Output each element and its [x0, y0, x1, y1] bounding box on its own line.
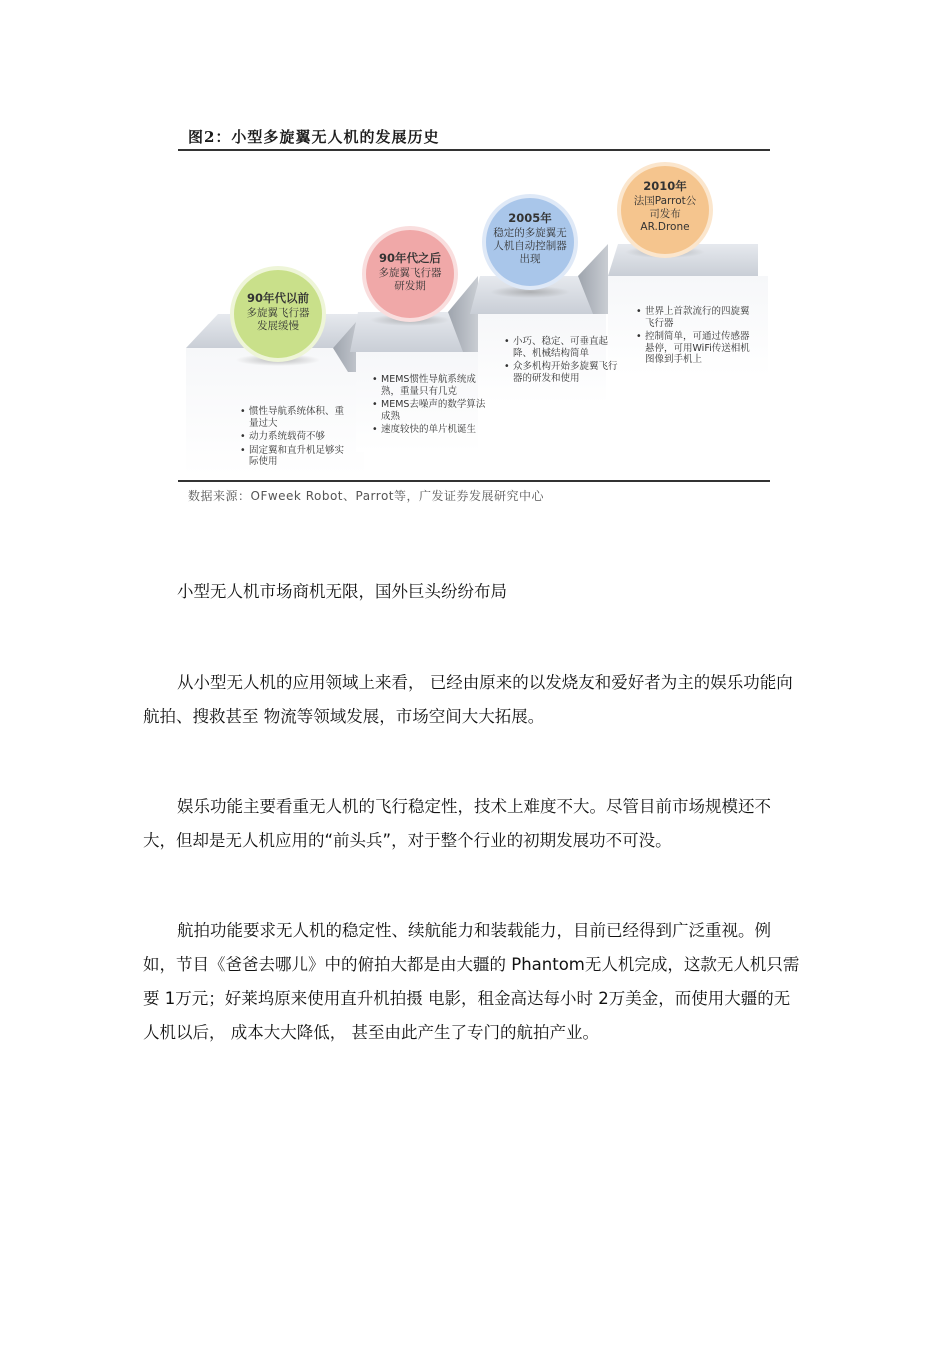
stage-3-desc: 稳定的多旋翼无 人机自动控制器 出现	[493, 227, 567, 265]
bullet: • 小巧、稳定、可垂直起降、机械结构简单	[504, 336, 620, 359]
paragraph-2: 娱乐功能主要看重无人机的飞行稳定性，技术上难度不大。尽管目前市场规模还不大，但却是无人机应用的“前头兵”，对于整个行业的初期发展功不可没。	[143, 797, 771, 850]
bullet: • MEMS去噪声的数学算法成熟	[372, 399, 488, 422]
stage-2-year: 90年代之后	[378, 251, 441, 265]
stage-3-text	[480, 212, 580, 266]
stage-4-bullets	[636, 306, 756, 368]
stage-2-text	[360, 252, 460, 293]
bullet: • 世界上首款流行的四旋翼飞行器	[636, 306, 756, 329]
figure-title: 图2：小型多旋翼无人机的发展历史	[188, 128, 440, 146]
section-heading: 小型无人机市场商机无限，国外巨头纷纷布局	[177, 582, 507, 601]
stage-2-bullets	[372, 374, 488, 438]
stage-4-year: 2010年	[643, 179, 687, 193]
paragraph-1: 从小型无人机的应用领域上来看， 已经由原来的以发烧友和爱好者为主的娱乐功能向航拍、搜救甚至 物流等领域发展，市场空间大大拓展。	[143, 673, 793, 726]
stage-1-year: 90年代以前	[246, 291, 309, 305]
bullet: • 动力系统载荷不够	[240, 431, 352, 443]
bullet: • 速度较快的单片机诞生	[372, 424, 488, 436]
stage-1-text	[228, 292, 328, 333]
stage-2-desc: 多旋翼飞行器 研发期	[378, 267, 442, 292]
top-rule	[178, 149, 770, 151]
bullet: • 固定翼和直升机足够实际使用	[240, 445, 352, 468]
stage-3-bullets	[504, 336, 620, 386]
stage-1-bullets	[240, 406, 352, 470]
bullet: • 控制简单，可通过传感器悬停，可用WiFi传送相机图像到手机上	[636, 331, 756, 366]
stage-4-text	[615, 180, 715, 234]
figure-source: 数据来源：OFweek Robot、Parrot等，广发证券发展研究中心	[188, 489, 544, 503]
stage-4-desc: 法国Parrot公 司发布 AR.Drone	[633, 195, 697, 233]
bullet: • 惯性导航系统体积、重量过大	[240, 406, 352, 429]
paragraph-3: 航拍功能要求无人机的稳定性、续航能力和装载能力，目前已经得到广泛重视。例如，节目《爸爸去哪儿》中的俯拍大都是由大疆的 Phantom无人机完成，这款无人机只需要 1万元；好莱坞原来使用直升机拍摄 电影，租金高达每小时 2万美金，而使用大疆的无人机以后， 成本大大降低， 甚至由此产生了专门的航拍产业。	[143, 921, 800, 1042]
bullet: • MEMS惯性导航系统成熟，重量只有几克	[372, 374, 488, 397]
stage-1-desc: 多旋翼飞行器 发展缓慢	[246, 307, 310, 332]
bottom-rule	[178, 480, 770, 482]
bullet: • 众多机构开始多旋翼飞行器的研发和使用	[504, 361, 620, 384]
stage-3-year: 2005年	[508, 211, 552, 225]
